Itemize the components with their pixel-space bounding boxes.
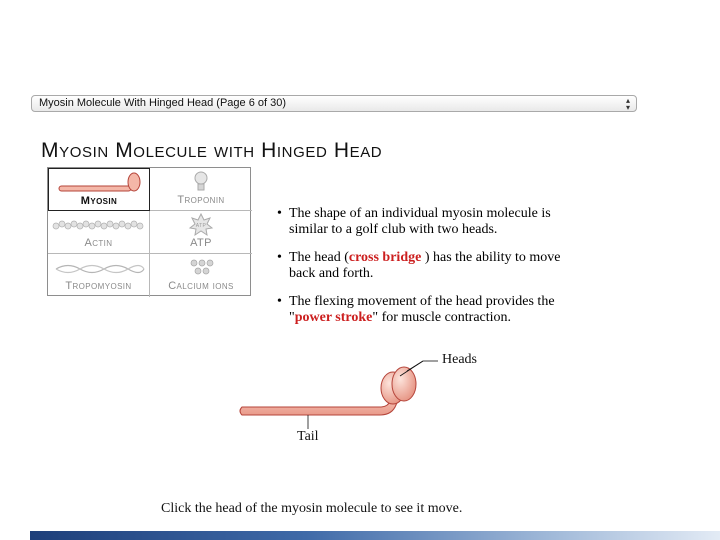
legend-item-troponin[interactable] — [150, 168, 252, 211]
legend-item-actin[interactable] — [48, 211, 150, 254]
heads-label: Heads — [442, 352, 477, 367]
legend-label: Myosin — [80, 195, 118, 207]
select-arrows-icon: ▴ ▾ — [625, 95, 630, 112]
page-select-value: Myosin Molecule With Hinged Head (Page 6 of 30) — [39, 97, 287, 109]
legend-label: Actin — [84, 237, 113, 249]
svg-text:ATP: ATP — [195, 223, 207, 229]
myosin-heads[interactable] — [381, 367, 416, 404]
bullet-item — [277, 294, 577, 326]
page-select-dropdown[interactable] — [31, 95, 637, 112]
tail-label: Tail — [297, 429, 319, 444]
myosin-diagram — [230, 345, 490, 450]
legend-item-calcium-ions[interactable] — [150, 254, 252, 297]
legend-label: Calcium ions — [168, 280, 234, 292]
bullet-item — [277, 250, 577, 282]
instruction-text: Click the head of the myosin molecule to see it move. — [161, 501, 463, 516]
legend-label: Tropomyosin — [65, 280, 132, 292]
bullet-text-pre: The flexing movement of the head provides the " — [289, 294, 555, 325]
bullet-text-post: " for muscle contraction. — [372, 310, 512, 325]
legend-grid — [47, 167, 251, 296]
bullet-item — [277, 206, 577, 238]
legend-item-myosin[interactable] — [48, 168, 150, 211]
legend-item-atp[interactable] — [150, 211, 252, 254]
bullet-highlight: cross bridge — [348, 250, 422, 265]
legend-item-tropomyosin[interactable] — [48, 254, 150, 297]
page-title: Myosin Molecule with Hinged Head — [41, 139, 383, 162]
info-bullets — [277, 206, 577, 338]
bullet-text: The shape of an individual myosin molecule is similar to a golf club with two heads. — [289, 206, 551, 237]
myosin-tail — [240, 390, 401, 415]
legend-label: ATP — [190, 237, 212, 249]
bullet-text-post: ) has the ability to move back and forth. — [289, 250, 561, 281]
bullet-highlight: power stroke — [294, 310, 373, 325]
legend-label: Troponin — [177, 194, 225, 206]
footer-bar — [30, 531, 720, 540]
bullet-text-pre: The head ( — [289, 250, 349, 265]
